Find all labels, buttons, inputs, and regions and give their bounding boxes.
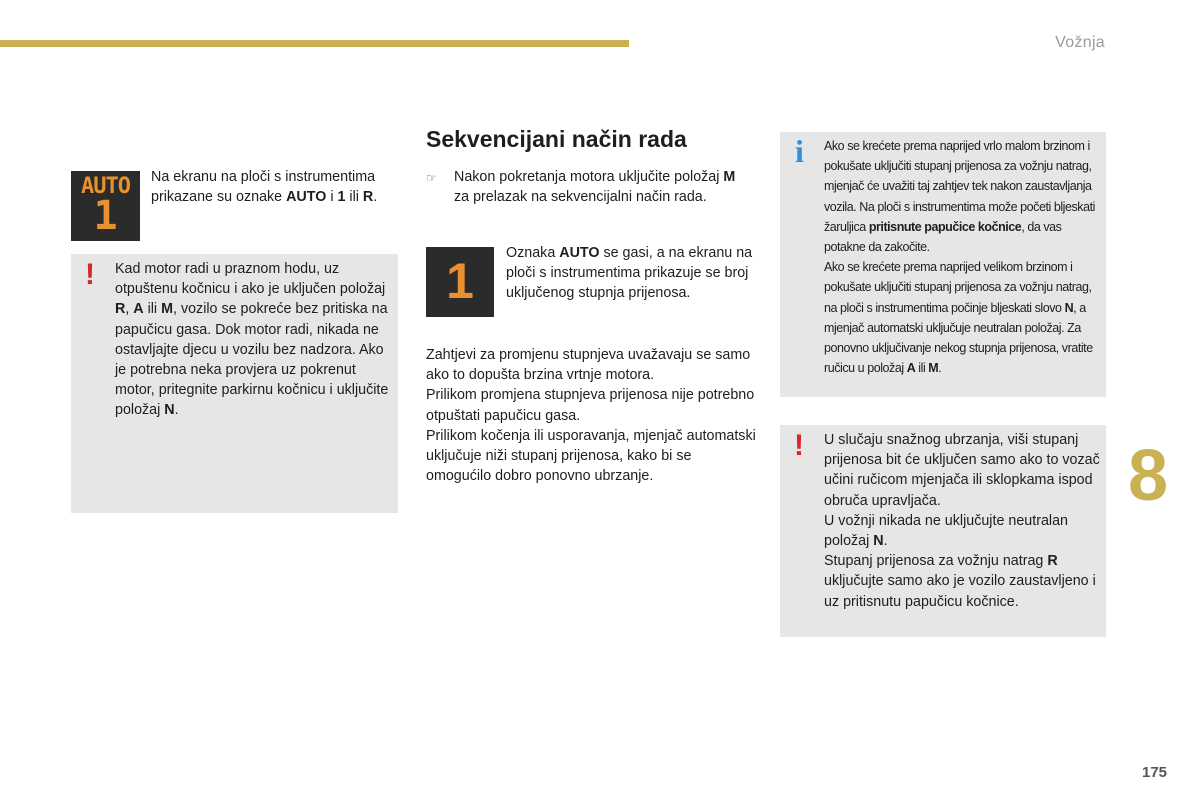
instrument-display-auto-image [71,171,140,241]
display-auto-label: AUTO [81,173,130,199]
section-heading: Sekvencijani način rada [426,126,687,152]
auto-off-paragraph: Oznaka AUTO se gasi, a na ekranu na ploči s instrumentima prikazuje se broj uključenog stupnja prijenosa. [506,245,753,302]
intro-paragraph: Na ekranu na ploči s instrumentima prikazane su oznake AUTO i 1 ili R. [151,169,378,206]
header-accent-bar [0,40,629,47]
page-number: 175 [1142,764,1168,781]
chapter-number: 8 [1128,436,1169,516]
body-paragraph: Zahtjevi za promjenu stupnjeva uvažavaju se samo ako to dopušta brzina vrtnje motora. Prilikom promjena stupnjeva prijenosa nije potrebno otpuštati papučicu gasa. Prilikom kočenja ili usporavanja, mjenjač automatski uključuje niži stupanj prijenosa, kako bi se omogućilo dobro ponovno ubrzanje. [426,347,756,485]
display-gear-number: 1 [93,193,118,240]
warning-idle-text: Kad motor radi u praznom hodu, uz otpuštenu kočnicu i ako je uključen položaj R, A ili M, vozilo se pokreće bez pritiska na papučicu gasa. Dok motor radi, nikada ne ostavljajte djecu u vozilu bez nadzora. Ako je potrebna neka provjera uz pokrenut motor, pritegnite parkirnu kočnicu i uključite položaj N. [115,261,389,419]
warning-icon: ! [794,429,804,462]
step-paragraph: Nakon pokretanja motora uključite položaj M za prelazak na sekvencijalni način rada. [454,169,736,206]
info-text: Ako se krećete prema naprijed vrlo malom brzinom i pokušate uključiti stupanj prijenosa za vožnju natrag, mjenjač će uvažiti taj zahtjev tek nakon zaustavljanja vozila. Na ploči s instrumentima može početi bljeskati žaruljica pritisnute papučice kočnice, da vas potakne da zakočite. Ako se krećete prema naprijed velikom brzinom i pokušate uključiti stupanj prijenosa za vožnju natrag, na ploči s instrumentima počinje bljeskati slovo N, a mjenjač automatski uključuje neutralan položaj. Za ponovno uključivanje nekog stupnja prijenosa, vratite ručicu u položaj A ili M. [824,139,1095,376]
display-gear-number: 1 [446,253,474,310]
warning-icon: ! [85,258,95,291]
warning-acceleration-text: U slučaju snažnog ubrzanja, viši stupanj prijenosa bit će uključen samo ako to vozač učini ručicom mjenjača ili sklopkama ispod obruča upravljača. U vožnji nikada ne uključujte neutralan položaj N. Stupanj prijenosa za vožnju natrag R uključujte samo ako je vozilo zaustavljeno i uz pritisnutu papučicu kočnice. [824,432,1100,610]
section-title: Vožnja [1055,34,1105,51]
instrument-display-gear-image [426,247,494,317]
pointing-hand-icon: ☞ [426,171,437,185]
info-icon: i [795,133,804,169]
